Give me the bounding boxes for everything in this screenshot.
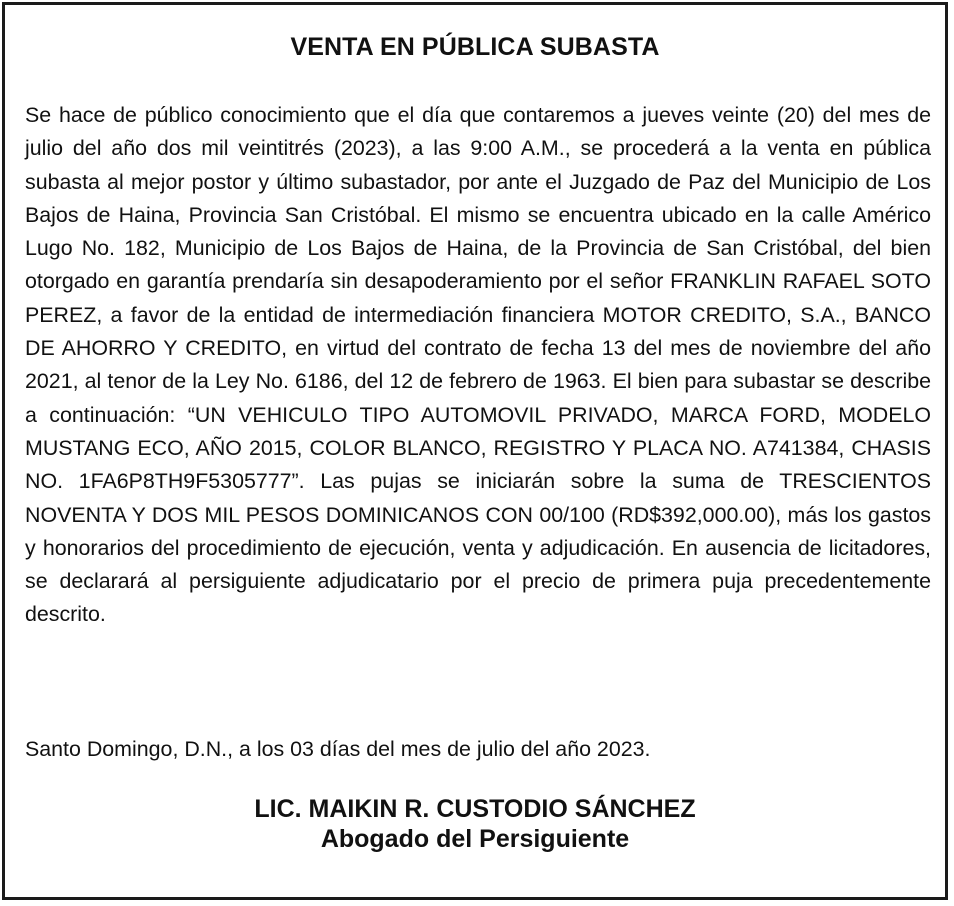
notice-title: VENTA EN PÚBLICA SUBASTA bbox=[290, 33, 660, 61]
signer-name: LIC. MAIKIN R. CUSTODIO SÁNCHEZ bbox=[254, 795, 696, 823]
notice-frame bbox=[2, 2, 948, 900]
notice-body: Se hace de público conocimiento que el día que contaremos a jueves veinte (20) del mes de julio del año dos mil veintitrés (2023), a las 9:00 A.M., se procederá a la venta en pública subasta al mejor postor y último subastador, por ante el Juzgado de Paz del Municipio de Los Bajos de Haina, Provincia San Cristóbal. El mismo se encuentra ubicado en la calle Américo Lugo No. 182, Municipio de Los Bajos de Haina, de la Provincia de San Cristóbal, del bien otorgado en garantía prendaría sin desapoderamiento por el señor FRANKLIN RAFAEL SOTO PEREZ, a favor de la entidad de intermediación financiera MOTOR CREDITO, S.A., BANCO DE AHORRO Y CREDITO, en virtud del contrato de fecha 13 del mes de noviembre del año 2021, al tenor de la Ley No. 6186, del 12 de febrero de 1963. El bien para subastar se describe a continuación: “UN VEHICULO TIPO AUTOMOVIL PRIVADO, MARCA FORD, MODELO MUSTANG ECO, AÑO 2015, COLOR BLANCO, REGISTRO Y PLACA NO. A741384, CHASIS NO. 1FA6P8TH9F5305777”. Las pujas se iniciarán sobre la suma de TRESCIENTOS NOVENTA Y DOS MIL PESOS DOMINICANOS CON 00/100 (RD$392,000.00), más los gastos y honorarios del procedimiento de ejecución, venta y adjudicación. En ausencia de licitadores, se declarará al persiguiente adjudicatario por el precio de primera puja precedentemente descrito. bbox=[25, 103, 931, 627]
notice-date-line: Santo Domingo, D.N., a los 03 días del mes de julio del año 2023. bbox=[25, 737, 651, 761]
signer-role: Abogado del Persiguiente bbox=[320, 825, 630, 853]
signature-block bbox=[5, 794, 945, 854]
